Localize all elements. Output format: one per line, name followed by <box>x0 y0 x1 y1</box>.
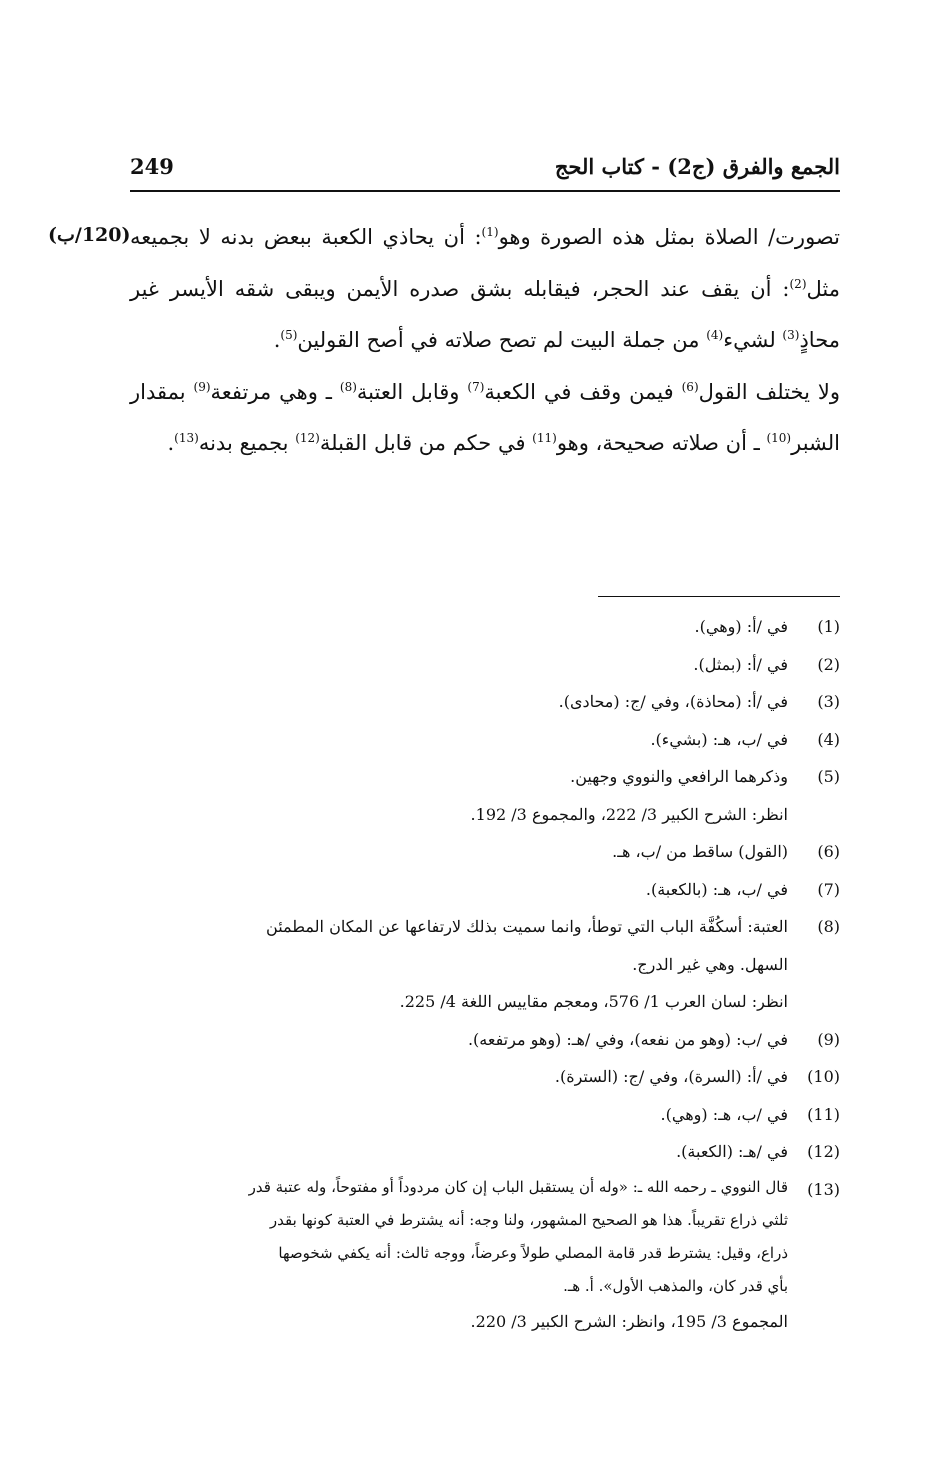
footnote <box>130 871 840 909</box>
main-text <box>130 212 840 470</box>
footnote-divider <box>598 596 840 597</box>
footnote-line: ذراع، وقيل: يشترط قدر قامة المصلي طولاً وعرضاً، ووجه ثالث: أنه يكفي شخوصها <box>278 1243 788 1262</box>
paragraph-1 <box>130 212 840 367</box>
text-segment: ـ أن صلاته صحيحة، وهو <box>556 431 767 455</box>
footnote-line: في /أ: (بمثل). <box>693 654 788 674</box>
footnote <box>130 683 840 721</box>
text-segment: بمقدار الشبر <box>130 379 840 455</box>
footnote-text <box>130 833 788 871</box>
running-header-title: الجمع والفرق (ج2) - كتاب الحج <box>554 154 840 179</box>
footnote-marker[interactable]: (5) <box>280 328 298 342</box>
footnote <box>130 1133 840 1171</box>
footnote-line: (القول) ساقط من /ب، هـ. <box>612 842 788 861</box>
footnote-number: (9) <box>817 1029 840 1049</box>
footnote-line: انظر: الشرح الكبير 3/ 222، والمجموع 3/ 192. <box>470 804 788 824</box>
footnote-number: (2) <box>817 654 840 674</box>
footnote-number: (13) <box>807 1179 840 1199</box>
footnote-number: (7) <box>817 879 840 899</box>
text-segment: في حكم من قابل القبلة <box>319 431 533 455</box>
footnote-marker[interactable]: (8) <box>339 379 357 394</box>
footnote-line: العتبة: أسكُفَّة الباب التي توطأ، وانما سميت بذلك لارتفاعها عن المكان المطمئن <box>266 917 788 936</box>
footnote-marker[interactable]: (2) <box>789 276 807 291</box>
text-segment: فيمن وقف في الكعبة <box>484 379 682 404</box>
footnote-marker[interactable]: (12) <box>295 431 320 445</box>
footnote <box>130 1096 840 1134</box>
footnote-text <box>130 683 788 721</box>
footnote-text <box>130 758 788 833</box>
footnote-number: (10) <box>807 1067 840 1086</box>
footnote-marker[interactable]: (3) <box>782 328 800 342</box>
paragraph-2 <box>130 367 840 470</box>
footnote-text <box>130 908 788 1021</box>
footnote-marker[interactable]: (1) <box>481 225 499 239</box>
footnote-line: السهل. وهي غير الدرج. <box>632 954 788 974</box>
text-segment: بجميع بدنه <box>198 431 296 455</box>
footnote <box>130 646 840 684</box>
footnote-number: (12) <box>807 1142 840 1161</box>
footnote <box>130 908 840 1021</box>
footnote-line: في /أ: (وهي). <box>694 617 788 636</box>
footnote-text <box>130 1133 788 1171</box>
header-divider <box>130 190 840 192</box>
footnote-line: في /هـ: (الكعبة). <box>676 1142 788 1161</box>
footnote-marker[interactable]: (11) <box>532 431 557 445</box>
footnote-marker[interactable]: (13) <box>174 431 199 445</box>
footnote-marker[interactable]: (7) <box>467 379 485 394</box>
footnote-line: انظر: لسان العرب 1/ 576، ومعجم مقاييس اللغة 4/ 225. <box>399 992 788 1011</box>
footnote-number: (3) <box>817 692 840 711</box>
text-segment: : أن يقف عند الحجر، فيقابله بشق صدره الأيمن ويبقى شقه الأيسر غير محاذٍ <box>130 276 840 352</box>
footnote-line: ثلثي ذراع تقريباً. هذا هو الصحيح المشهور، ولنا وجه: أنه يشترط في العتبة كونها بقدر <box>269 1210 788 1229</box>
text-segment: ـ وهي مرتفعة <box>210 379 340 404</box>
page-number: 249 <box>130 154 174 179</box>
footnote-marker[interactable]: (10) <box>766 431 792 445</box>
footnote-text <box>130 1021 788 1059</box>
text-segment: . <box>273 328 281 352</box>
footnote-line: قال النووي ـ رحمه الله ـ: «وله أن يستقبل الباب إن كان مردوداً أو مفتوحاً، وله عتبة قدر <box>248 1177 788 1196</box>
footnotes-section <box>130 608 840 1340</box>
footnote-text <box>130 871 788 909</box>
footnote-line: في /أ: (محاذة)، وفي /ج: (محادى). <box>558 692 788 711</box>
footnote-line: في /أ: (السرة)، وفي /ج: (السترة). <box>554 1067 788 1086</box>
footnote-number: (5) <box>817 767 840 786</box>
footnote <box>130 1021 840 1059</box>
footnote <box>130 721 840 759</box>
text-segment: : أن يحاذي الكعبة ببعض بدنه لا بجميعه مثل <box>130 225 840 301</box>
footnote-number: (11) <box>807 1104 840 1124</box>
manuscript-folio-reference: (120/ب) <box>48 224 131 246</box>
footnote-marker[interactable]: (9) <box>193 379 211 394</box>
footnote-number: (8) <box>817 917 840 936</box>
text-segment: لشيء <box>723 328 783 352</box>
footnote-line: في /ب، هـ: (بالكعبة). <box>645 879 788 899</box>
footnote-line: المجموع 3/ 195، وانظر: الشرح الكبير 3/ 220. <box>470 1311 788 1331</box>
footnote-marker[interactable]: (4) <box>706 328 724 342</box>
footnote <box>130 608 840 646</box>
footnote-text <box>130 1096 788 1134</box>
footnote <box>130 1171 840 1340</box>
footnote-line: بأي قدر كان، والمذهب الأول». أ. هـ. <box>563 1276 788 1295</box>
footnote <box>130 1058 840 1096</box>
footnote-line: في /ب، هـ: (بشيء). <box>650 729 788 749</box>
footnote-text <box>130 1058 788 1096</box>
footnote-text <box>130 1171 788 1340</box>
footnote-number: (4) <box>817 729 840 749</box>
footnote-line: وذكرهما الرافعي والنووي وجهين. <box>570 767 788 786</box>
text-segment: تصورت/ الصلاة بمثل هذه الصورة وهو <box>498 225 840 249</box>
text-segment: . <box>167 431 175 455</box>
footnote-text <box>130 608 788 646</box>
footnote-line: في /ب: (وهو من نفعه)، وفي /هـ: (وهو مرتفعه). <box>467 1029 788 1049</box>
text-segment: وقابل العتبة <box>356 379 468 404</box>
footnote-number: (1) <box>817 617 840 636</box>
footnote-text <box>130 646 788 684</box>
footnote <box>130 758 840 833</box>
footnote <box>130 833 840 871</box>
text-segment: ولا يختلف القول <box>698 379 840 404</box>
running-header <box>130 150 840 190</box>
footnote-number: (6) <box>817 842 840 861</box>
text-segment: من جملة البيت لم تصح صلاته في أصح القولين <box>297 328 707 352</box>
footnote-text <box>130 721 788 759</box>
footnote-marker[interactable]: (6) <box>681 379 699 394</box>
footnote-line: في /ب، هـ: (وهي). <box>660 1104 788 1124</box>
